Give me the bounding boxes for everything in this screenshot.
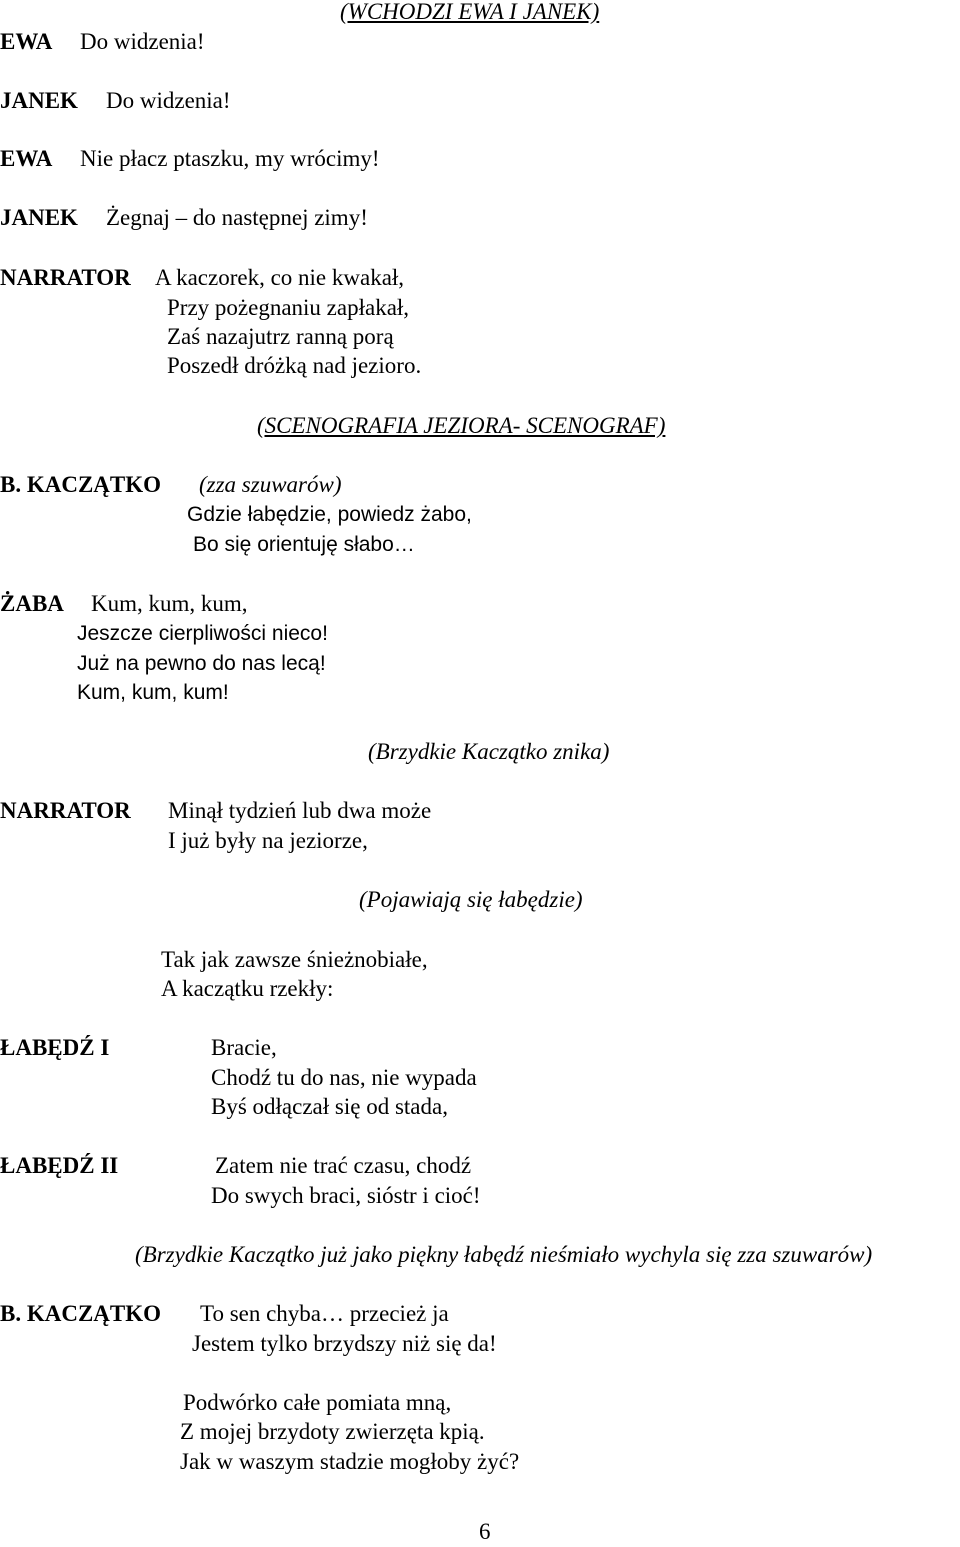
speaker-narrator-2: NARRATOR: [0, 798, 131, 823]
speaker-ewa-1: EWA: [0, 29, 53, 54]
verse-line: Jak w waszym stadzie mogłoby żyć?: [180, 1449, 520, 1474]
line-text: Do widzenia!: [106, 88, 231, 113]
verse-line: A kaczorek, co nie kwakał,: [155, 265, 405, 290]
verse-line: Kum, kum, kum,: [91, 591, 248, 616]
verse-line: Gdzie łabędzie, powiedz żabo,: [187, 503, 472, 526]
verse-line: Kum, kum, kum!: [77, 681, 229, 704]
verse-line: Już na pewno do nas lecą!: [77, 652, 326, 675]
line-text: Żegnaj – do następnej zimy!: [106, 205, 368, 230]
verse-line: Jestem tylko brzydszy niż się da!: [192, 1331, 497, 1356]
speaker-labedz-2: ŁABĘDŹ II: [0, 1153, 119, 1178]
speaker-brzydkie-kaczatko-1: B. KACZĄTKO: [0, 472, 162, 497]
speaker-janek-1: JANEK: [0, 88, 78, 113]
speaker-janek-2: JANEK: [0, 205, 78, 230]
verse-line: Minął tydzień lub dwa może: [168, 798, 432, 823]
verse-line: Byś odłączał się od stada,: [211, 1094, 448, 1119]
line-text: Do widzenia!: [80, 29, 205, 54]
page-number: 6: [479, 1519, 491, 1544]
verse-line: Jeszcze cierpliwości nieco!: [77, 622, 328, 645]
verse-line: I już były na jeziorze,: [168, 828, 368, 853]
stage-direction-transformation: (Brzydkie Kaczątko już jako piękny łabędź nieśmiało wychyla się zza szuwarów): [135, 1242, 873, 1267]
stage-direction-enter: (WCHODZI EWA I JANEK): [340, 0, 600, 24]
verse-line: Zaś nazajutrz ranną porą: [167, 324, 394, 349]
verse-line: Bracie,: [211, 1035, 277, 1060]
verse-line: Zatem nie trać czasu, chodź: [215, 1153, 472, 1178]
verse-line: Do swych braci, sióstr i cioć!: [211, 1183, 481, 1208]
speaker-ewa-2: EWA: [0, 146, 53, 171]
speaker-labedz-1: ŁABĘDŹ I: [0, 1035, 110, 1060]
verse-line: Poszedł dróżką nad jezioro.: [167, 353, 422, 378]
inline-direction: (zza szuwarów): [199, 472, 342, 497]
verse-line: Z mojej brzydoty zwierzęta kpią.: [180, 1419, 485, 1444]
verse-line: To sen chyba… przecież ja: [200, 1301, 449, 1326]
speaker-brzydkie-kaczatko-2: B. KACZĄTKO: [0, 1301, 162, 1326]
verse-line: Przy pożegnaniu zapłakał,: [167, 295, 410, 320]
stage-direction-scenery: (SCENOGRAFIA JEZIORA- SCENOGRAF): [257, 413, 666, 438]
stage-direction-exit: (Brzydkie Kaczątko znika): [368, 739, 610, 764]
verse-line: A kaczątku rzekły:: [161, 976, 334, 1001]
verse-line: Tak jak zawsze śnieżnobiałe,: [161, 947, 428, 972]
verse-line: Chodź tu do nas, nie wypada: [211, 1065, 477, 1090]
speaker-narrator-1: NARRATOR: [0, 265, 131, 290]
speaker-zaba: ŻABA: [0, 591, 64, 616]
verse-line: Bo się orientuję słabo…: [193, 533, 415, 556]
verse-line: Podwórko całe pomiata mną,: [183, 1390, 452, 1415]
line-text: Nie płacz ptaszku, my wrócimy!: [80, 146, 380, 171]
stage-direction-swans-appear: (Pojawiają się łabędzie): [359, 887, 583, 912]
